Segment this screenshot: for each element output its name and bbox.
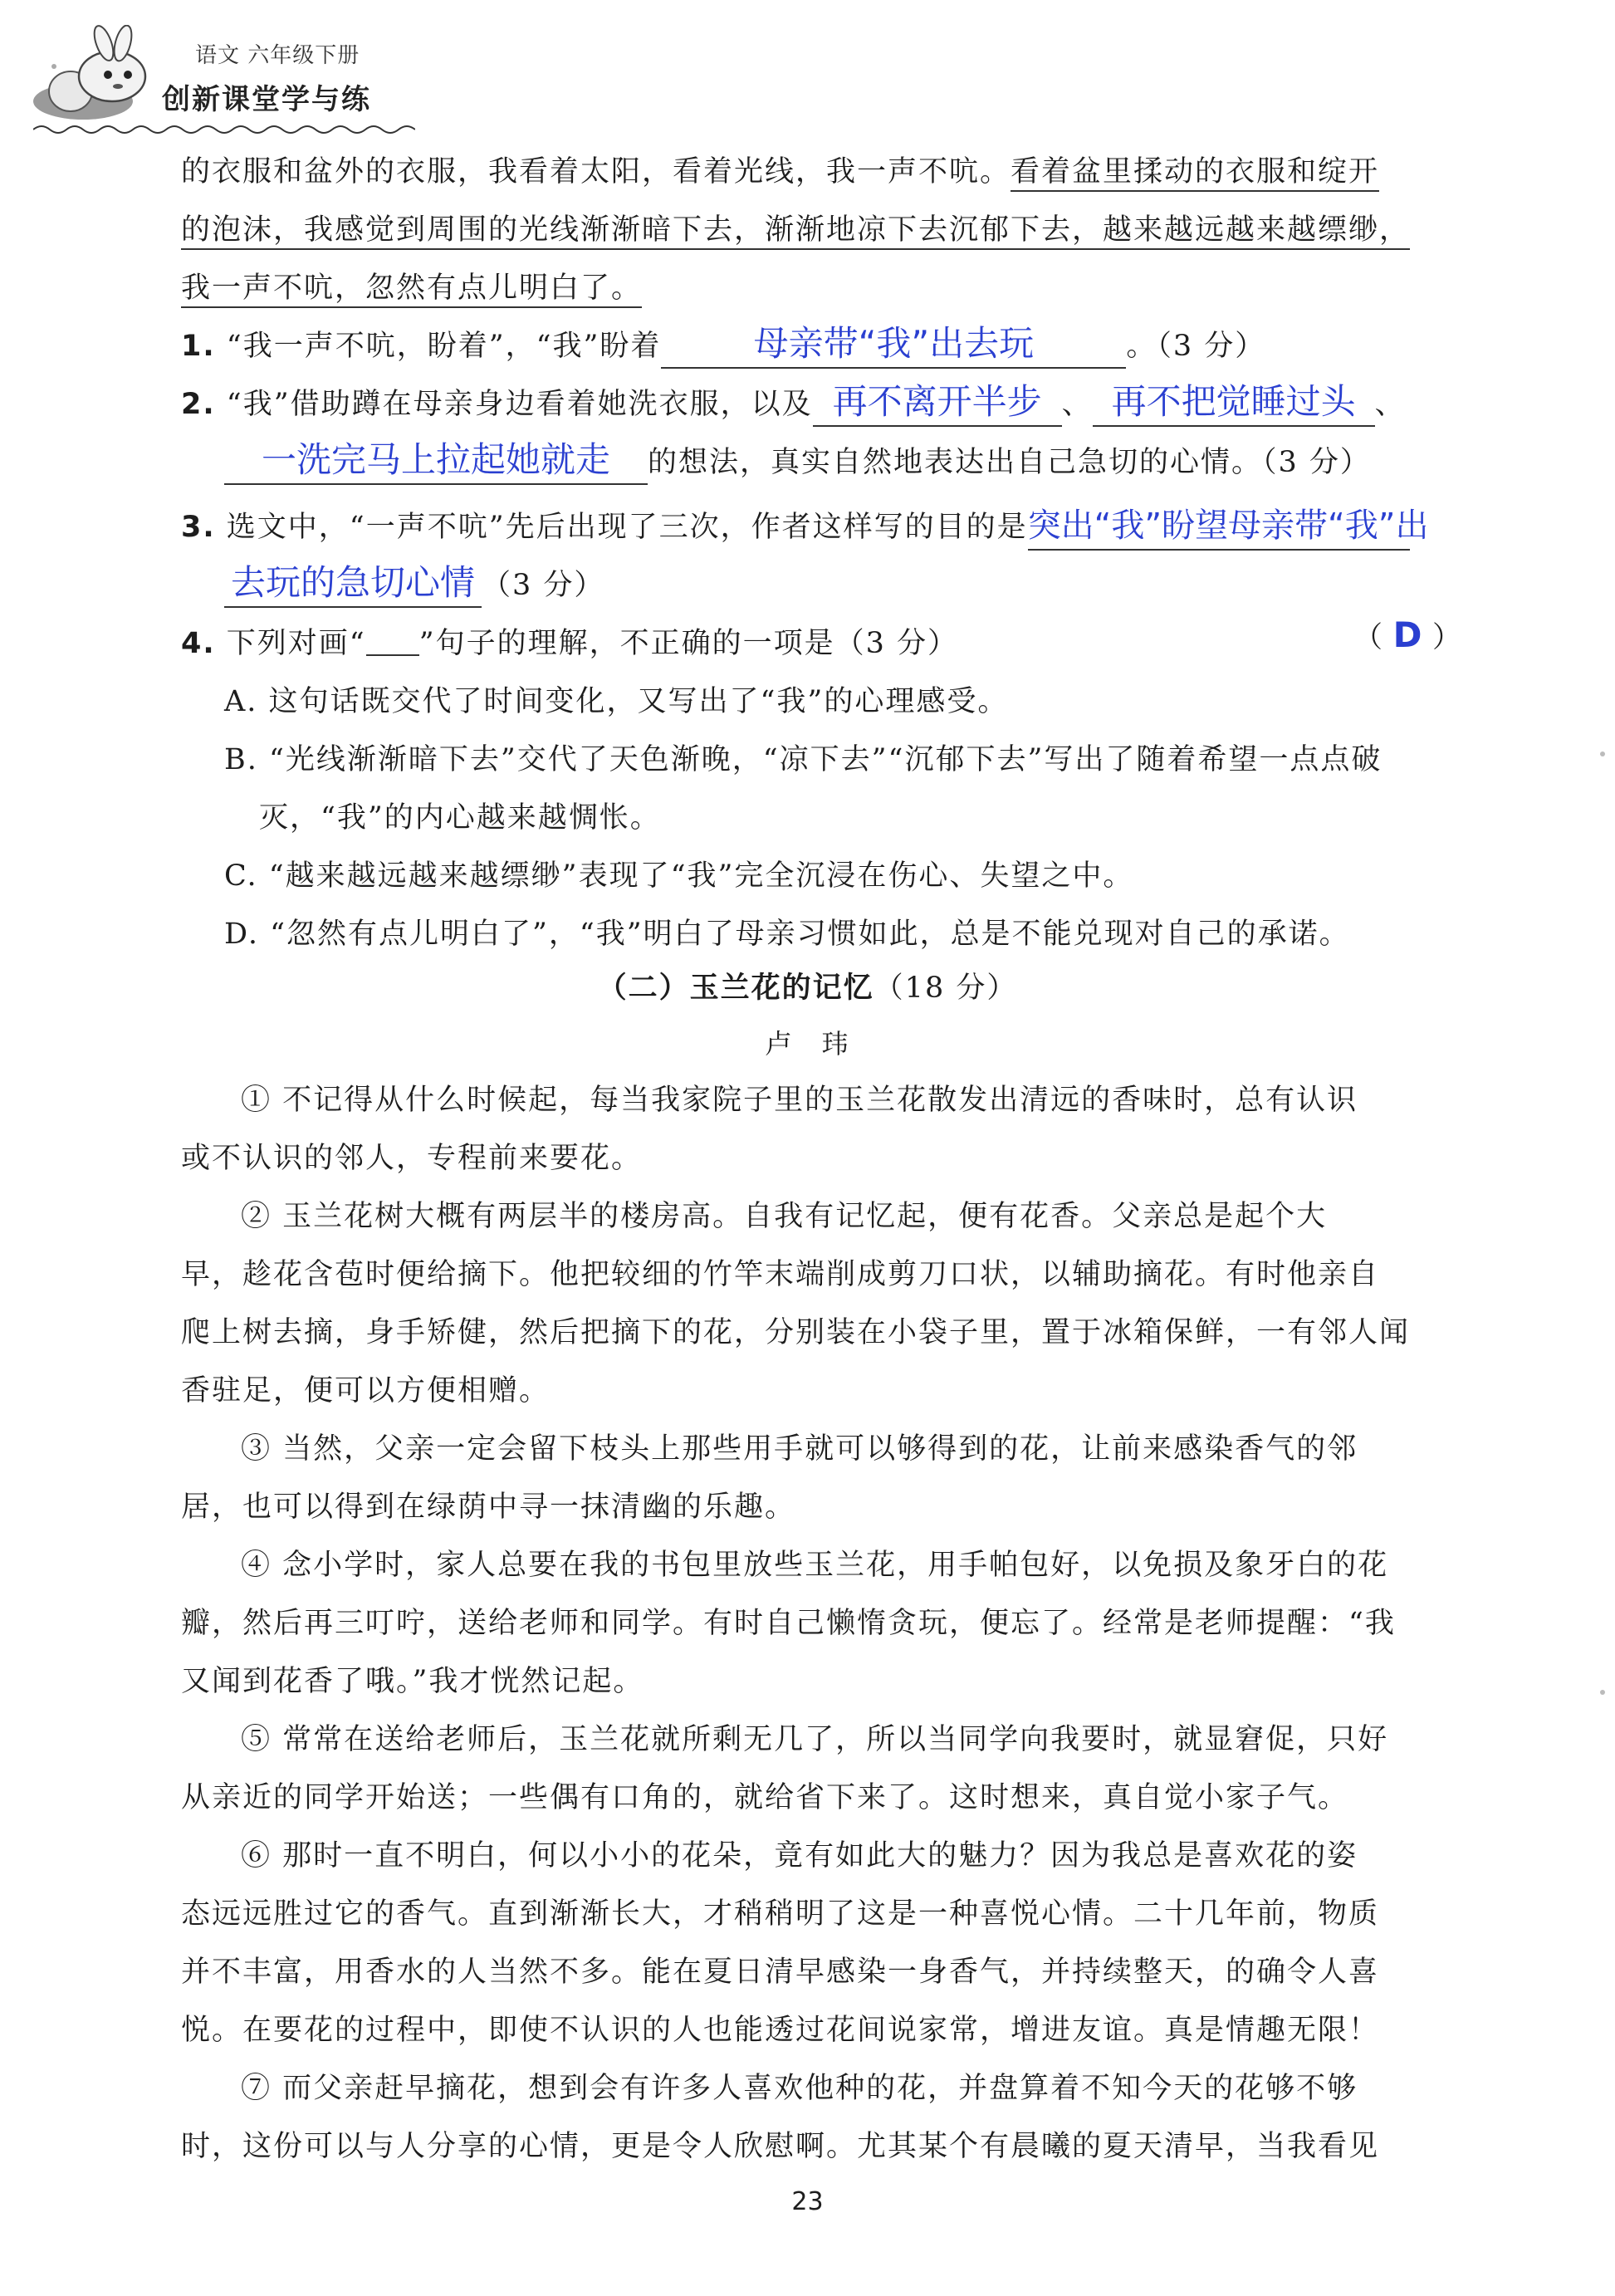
- separator: 、: [1061, 388, 1093, 421]
- question-stem: 选文中，“一声不吭”先后出现了三次，作者这样写的目的是: [226, 511, 1028, 544]
- question-4: [181, 614, 1460, 673]
- option-a: A. 这句话既交代了时间变化，又写出了“我”的心理感受。: [224, 685, 1009, 718]
- underlined-sentence: 看着盆里揉动的衣服和绽开: [1011, 155, 1379, 192]
- passage-line-3: [181, 259, 1460, 317]
- paragraph-6-cont: 态远远胜过它的香气。直到渐渐长大，才稍稍明了这是一种喜悦心情。二十几年前，物质: [181, 1897, 1380, 1931]
- question-number: 4.: [181, 627, 216, 660]
- paragraph-5: ⑤ 常常在送给老师后，玉兰花就所剩无几了，所以当同学向我要时，就显窘促，只好: [241, 1723, 1389, 1756]
- paragraph-1: ① 不记得从什么时候起，每当我家院子里的玉兰花散发出清远的香味时，总有认识: [241, 1084, 1358, 1117]
- paragraph-4: ④ 念小学时，家人总要在我的书包里放些玉兰花，用手帕包好，以免损及象牙白的花: [241, 1549, 1389, 1582]
- question-stem: “我一声不吭，盼着”，“我”盼着: [226, 330, 662, 363]
- question-number: 3.: [181, 511, 216, 544]
- question-tail: 。（3 分）: [1126, 330, 1266, 363]
- paragraph-1-cont: 或不认识的邻人，专程前来要花。: [181, 1142, 643, 1175]
- section-title-text: （二）玉兰花的记忆: [597, 972, 874, 1005]
- question-stem: ”句子的理解，不正确的一项是（3 分）: [418, 627, 958, 660]
- answer-field-q3-cont[interactable]: 去玩的急切心情: [224, 560, 482, 608]
- paragraph-4-cont: 又闻到花香了哦。”我才恍然记起。: [181, 1665, 644, 1698]
- option-c: C. “越来越远越来越缥缈”表现了“我”完全沉浸在伤心、失望之中。: [224, 859, 1134, 893]
- question-3: [181, 498, 1460, 556]
- answer-field-q3[interactable]: 突出“我”盼望母亲带“我”出: [1028, 502, 1410, 551]
- option-d: D. “忽然有点儿明白了”，“我”明白了母亲习惯如此，总是不能兑现对自己的承诺。: [224, 918, 1350, 951]
- passage-line-1: [181, 143, 1460, 201]
- margin-mark: [1600, 1690, 1605, 1695]
- page-number: 23: [791, 2187, 824, 2216]
- paragraph-6-cont: 并不丰富，用香水的人当然不多。能在夏日清早感染一身香气，并持续整天，的确令人喜: [181, 1956, 1380, 1989]
- book-title: 创新课堂学与练: [162, 83, 371, 116]
- passage-text: 的衣服和盆外的衣服，我看着太阳，看着光线，我一声不吭。: [181, 155, 1011, 188]
- paren: （: [1353, 621, 1383, 654]
- underline-sample: [366, 629, 419, 656]
- option-b: B. “光线渐渐暗下去”交代了天色渐晚，“凉下去”“沉郁下去”写出了随着希望一点点破: [224, 743, 1383, 776]
- paragraph-2-cont: 早，趁花含苞时便给摘下。他把较细的竹竿末端削成剪刀口状，以辅助摘花。有时他亲自: [181, 1258, 1380, 1291]
- bunny-mascot-icon: [25, 25, 166, 125]
- passage-line-2: [181, 201, 1460, 259]
- paragraph-7-cont: 时，这份可以与人分享的心情，更是令人欣慰啊。尤其某个有晨曦的夏天清早，当我看见: [181, 2130, 1380, 2163]
- separator: 、: [1374, 388, 1406, 421]
- paragraph-4-cont: 瓣，然后再三叮咛，送给老师和同学。有时自己懒惰贪玩，便忘了。经常是老师提醒：“我: [181, 1607, 1396, 1640]
- question-2: [181, 375, 1460, 433]
- question-tail: 的想法，真实自然地表达出自己急切的心情。（3 分）: [648, 446, 1371, 479]
- answer-field-q4[interactable]: D: [1392, 614, 1422, 655]
- question-2-cont: [224, 433, 1503, 492]
- underlined-sentence: 的泡沫，我感觉到周围的光线渐渐暗下去，渐渐地凉下去沉郁下去，越来越远越来越缥缈，: [181, 213, 1410, 250]
- paragraph-6: ⑥ 那时一直不明白，何以小小的花朵，竟有如此大的魅力？因为我总是喜欢花的姿: [241, 1839, 1358, 1873]
- question-3-cont: [224, 556, 1503, 614]
- question-tail: （3 分）: [482, 569, 605, 602]
- paragraph-2-cont: 香驻足，便可以方便相赠。: [181, 1374, 551, 1407]
- question-stem: “我”借助蹲在母亲身边看着她洗衣服，以及: [226, 388, 813, 421]
- paragraph-2-cont: 爬上树去摘，身手矫健，然后把摘下的花，分别装在小袋子里，置于冰箱保鲜，一有邻人闻: [181, 1316, 1411, 1349]
- underlined-sentence: 我一声不吭，忽然有点儿明白了。: [181, 272, 642, 308]
- question-1: [181, 317, 1460, 375]
- answer-field-q1[interactable]: 母亲带“我”出去玩: [661, 321, 1126, 369]
- paragraph-5-cont: 从亲近的同学开始送；一些偶有口角的，就给省下来了。这时想来，真自觉小家子气。: [181, 1781, 1349, 1814]
- paren: ）: [1432, 621, 1462, 654]
- answer-field-q2-2[interactable]: 再不把觉睡过头: [1093, 379, 1375, 427]
- answer-field-q2-1[interactable]: 再不离开半步: [813, 379, 1062, 427]
- option-b-cont: 灭，“我”的内心越来越惆怅。: [259, 801, 661, 835]
- author: 卢 玮: [765, 1028, 850, 1060]
- page-header: [17, 17, 448, 133]
- paragraph-3-cont: 居，也可以得到在绿荫中寻一抹清幽的乐趣。: [181, 1491, 796, 1524]
- question-number: 1.: [181, 330, 216, 363]
- paragraph-6-cont: 悦。在要花的过程中，即使不认识的人也能透过花间说家常，增进友谊。真是情趣无限！: [181, 2014, 1380, 2047]
- section-title: [0, 965, 1615, 1006]
- subject-label: 语文 六年级下册: [195, 43, 360, 68]
- paragraph-2: ② 玉兰花树大概有两层半的楼房高。自我有记忆起，便有花香。父亲总是起个大: [241, 1200, 1328, 1233]
- question-stem: 下列对画“: [226, 627, 366, 660]
- question-number: 2.: [181, 388, 216, 421]
- choice-answer: [1353, 614, 1461, 656]
- header-wave-decoration: [33, 123, 415, 136]
- paragraph-7: ⑦ 而父亲赶早摘花，想到会有许多人喜欢他种的花，并盘算着不知今天的花够不够: [241, 2072, 1358, 2105]
- answer-field-q2-3[interactable]: 一洗完马上拉起她就走: [224, 437, 648, 485]
- margin-mark: [1600, 751, 1605, 756]
- section-score: （18 分）: [874, 972, 1018, 1005]
- paragraph-3: ③ 当然，父亲一定会留下枝头上那些用手就可以够得到的花，让前来感染香气的邻: [241, 1432, 1358, 1466]
